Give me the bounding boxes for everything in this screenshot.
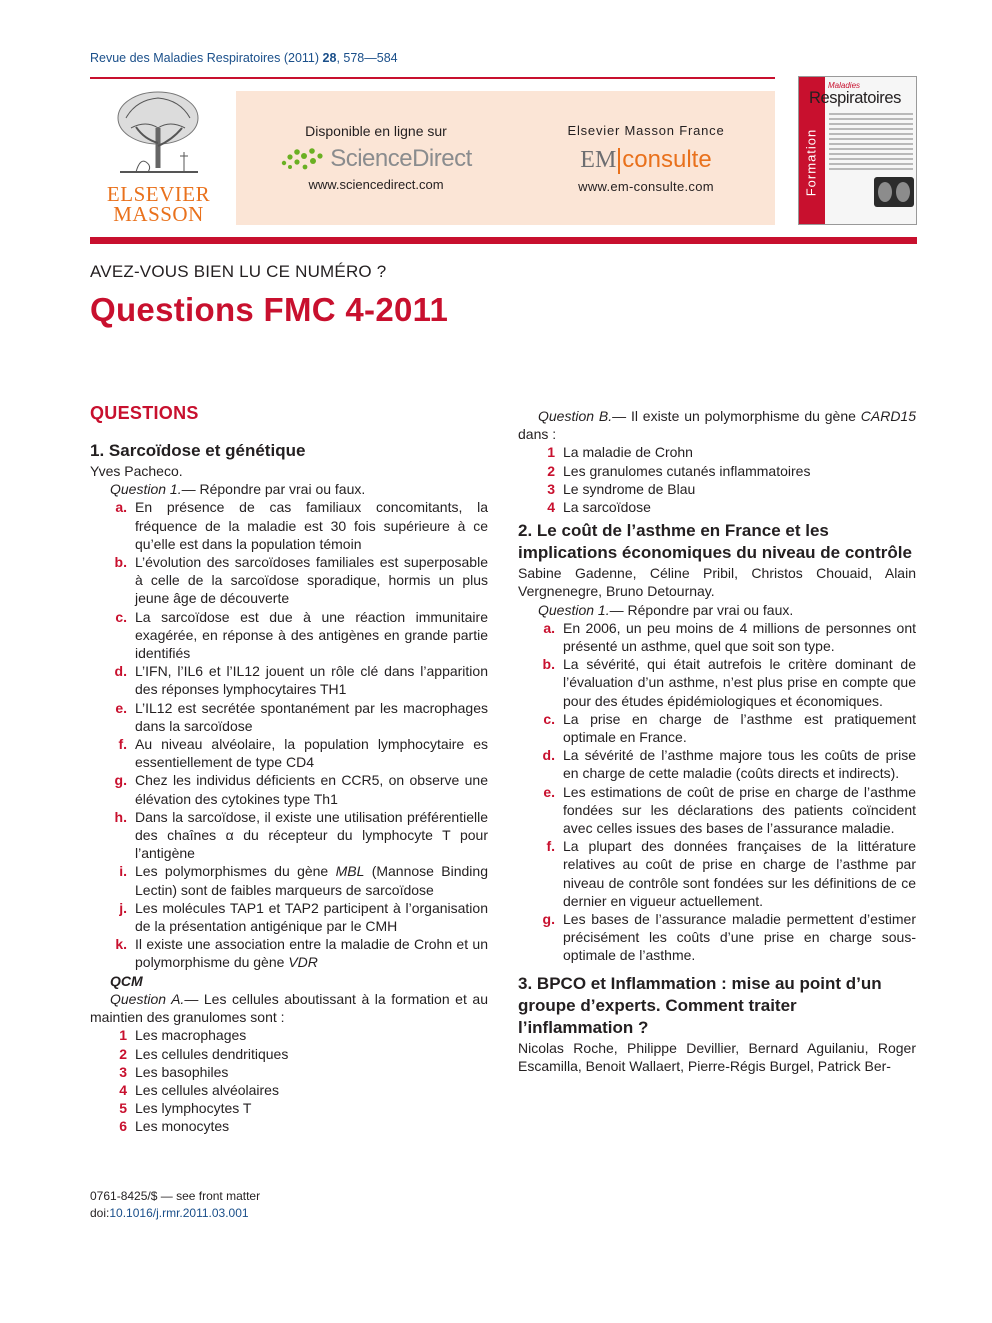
item-label: 2 bbox=[547, 462, 555, 479]
list-item bbox=[90, 735, 488, 771]
item-label: 4 bbox=[547, 499, 555, 516]
cover-contents-lines bbox=[829, 113, 913, 173]
list-item bbox=[90, 1045, 488, 1063]
list-item bbox=[90, 1117, 488, 1135]
gene-name: VDR bbox=[288, 954, 318, 971]
section-1-title-text: Sarcoïdose et génétique bbox=[108, 441, 306, 460]
item-text-part: (Mannose Binding Lectin) sont de faibles marqueurs de sarcoïdose bbox=[135, 863, 488, 898]
em-publisher-label: Elsevier Masson France bbox=[567, 123, 725, 138]
item-text: Les lymphocytes T bbox=[135, 1100, 252, 1117]
item-text bbox=[135, 862, 488, 898]
section-1-authors: Yves Pacheco. bbox=[90, 463, 183, 479]
list-item bbox=[90, 1026, 488, 1044]
item-label: 4 bbox=[119, 1081, 127, 1098]
issn-line: 0761-8425/$ — see front matter bbox=[90, 1189, 261, 1203]
item-label: e. bbox=[115, 699, 127, 716]
cover-respiratoires: Respiratoires bbox=[809, 89, 902, 107]
list-item bbox=[518, 783, 916, 838]
item-text: L’IFN, l’IL6 et l’IL12 jouent un rôle clé dans l’apparition des réponses lymphocytaires TH1 bbox=[135, 663, 488, 698]
item-label: e. bbox=[543, 783, 555, 800]
item-text bbox=[135, 935, 488, 971]
list-item bbox=[90, 935, 488, 971]
available-online-label: Disponible en ligne sur bbox=[305, 123, 447, 139]
question-label: Question 1. bbox=[110, 481, 182, 498]
list-item bbox=[90, 662, 488, 698]
list-item bbox=[90, 771, 488, 807]
journal-citation[interactable] bbox=[90, 51, 398, 65]
item-text: Le syndrome de Blau bbox=[563, 480, 696, 497]
section-3-title bbox=[518, 973, 916, 1039]
item-text-part: Il existe une association entre la maladie de Crohn et un polymorphisme du gène bbox=[135, 936, 488, 971]
item-text: En présence de cas familiaux concomitants, la fréquence de la maladie est 30 fois supérieure à ce qu’elle est dans la population témoin bbox=[135, 499, 488, 552]
section-1-number: 1. bbox=[90, 441, 105, 460]
list-item bbox=[518, 498, 916, 516]
item-text: Les basophiles bbox=[135, 1063, 229, 1080]
journal-pages: , 578—584 bbox=[336, 51, 398, 65]
section-2-question-1 bbox=[518, 601, 916, 619]
cover-spine-label: Formation bbox=[803, 128, 819, 197]
section-2-authors: Sabine Gadenne, Céline Pribil, Christos Chouaid, Alain Vergnenegre, Bruno Detournay. bbox=[518, 565, 916, 600]
journal-name: Revue des Maladies Respiratoires (2011) bbox=[90, 51, 320, 65]
list-item bbox=[518, 710, 916, 746]
item-label: d. bbox=[542, 747, 555, 764]
list-item bbox=[90, 608, 488, 663]
list-item bbox=[90, 862, 488, 898]
section-3-title-text: BPCO et Inflammation : mise au point d’un groupe d’experts. Comment traiter l’inflammation ? bbox=[518, 973, 882, 1037]
item-text: Les bases de l’assurance maladie permettent d’estimer précisément les coûts d’une prise en charge sous-optimale de l’asthme. bbox=[563, 911, 916, 964]
section-3-number: 3. bbox=[518, 973, 533, 993]
elsevier-masson-logo bbox=[96, 88, 221, 228]
item-text: En 2006, un peu moins de 4 millions de personnes ont présenté un asthme, quel que soit son type. bbox=[563, 619, 916, 655]
section-1-title bbox=[90, 440, 488, 462]
consulte-logo-text: consulte bbox=[622, 146, 712, 173]
item-text: La sarcoïdose bbox=[563, 499, 651, 516]
list-item bbox=[90, 553, 488, 608]
question-label: Question B. bbox=[538, 408, 613, 424]
header-rule bbox=[90, 77, 775, 79]
item-text: La sarcoïdose est due à une réaction immunitaire exagérée, en réponse à des antigènes en grande partie identifiés bbox=[135, 608, 488, 662]
em-logo-divider bbox=[618, 148, 620, 174]
question-label: Question 1. bbox=[538, 601, 610, 618]
emconsulte-block[interactable] bbox=[536, 123, 756, 194]
list-item bbox=[90, 699, 488, 735]
list-item bbox=[518, 619, 916, 655]
cover-xray-image bbox=[874, 177, 914, 207]
emconsulte-logo bbox=[536, 145, 756, 175]
section-2-title bbox=[518, 520, 916, 564]
item-text-part: Les polymorphismes du gène bbox=[135, 863, 336, 880]
item-label: 3 bbox=[119, 1063, 127, 1080]
article-title: Questions FMC 4-2011 bbox=[90, 291, 449, 328]
list-item bbox=[90, 808, 488, 863]
item-text: Les macrophages bbox=[135, 1027, 247, 1044]
item-text: Au niveau alvéolaire, la population lymphocytaire es essentiellement de type CD4 bbox=[135, 736, 488, 771]
header-thick-rule bbox=[90, 237, 917, 244]
gene-name: MBL bbox=[335, 863, 365, 880]
list-item bbox=[518, 910, 916, 965]
item-label: 1 bbox=[547, 444, 555, 461]
item-text: L’IL12 est secrétée spontanément par les macrophages dans la sarcoïdose bbox=[135, 699, 488, 734]
elsevier-tree-icon bbox=[106, 88, 211, 180]
list-item bbox=[518, 655, 916, 710]
item-label: b. bbox=[542, 656, 555, 673]
list-item bbox=[518, 480, 916, 498]
item-text: Les monocytes bbox=[135, 1118, 230, 1135]
list-item bbox=[518, 837, 916, 910]
doi-line bbox=[90, 1205, 260, 1222]
list-item bbox=[518, 462, 916, 480]
item-label: h. bbox=[114, 808, 127, 825]
article-rubric: AVEZ-VOUS BIEN LU CE NUMÉRO ? bbox=[90, 262, 387, 281]
item-text: La sévérité de l’asthme majore tous les coûts de prise en charge de cette maladie (coûts directs et indirects). bbox=[563, 747, 916, 782]
em-logo-text: EM bbox=[580, 147, 617, 173]
section-2-number: 2. bbox=[518, 521, 533, 541]
sciencedirect-name: ScienceDirect bbox=[330, 145, 472, 172]
emconsulte-url[interactable]: www.em-consulte.com bbox=[578, 179, 714, 194]
list-item bbox=[90, 1063, 488, 1081]
item-text: Chez les individus déficients en CCR5, on observe une élévation des cytokines type Th1 bbox=[135, 772, 488, 807]
list-item bbox=[90, 498, 488, 553]
item-label: b. bbox=[114, 554, 127, 571]
logo-text-elsevier: ELSEVIER bbox=[106, 182, 211, 206]
list-item bbox=[90, 1099, 488, 1117]
item-text: La plupart des données françaises de la littérature relatives au coût de prise en charge de l’asthme par niveau de contrôle sont fondées sur les définitions de ce dernier en vigueur actuellement. bbox=[563, 838, 916, 909]
question-label: Question A. bbox=[110, 990, 185, 1007]
doi-prefix: doi: bbox=[90, 1206, 110, 1220]
section-1-question-b bbox=[518, 407, 916, 443]
item-label: g. bbox=[542, 911, 555, 928]
item-label: c. bbox=[543, 710, 555, 727]
item-text: L’évolution des sarcoïdoses familiales est superposable à celle de la sarcoïdose sporadique, hormis un plus jeune âge de découverte bbox=[135, 554, 488, 607]
question-text: — Répondre par vrai ou faux. bbox=[609, 601, 794, 618]
item-label: d. bbox=[114, 663, 127, 680]
qcm-label: QCM bbox=[110, 972, 143, 989]
item-label: a. bbox=[543, 619, 555, 636]
question-text-end: dans : bbox=[518, 426, 557, 443]
sciencedirect-url[interactable]: www.sciencedirect.com bbox=[308, 177, 444, 192]
item-label: 3 bbox=[547, 480, 555, 497]
section-1-question-a bbox=[90, 990, 488, 1026]
item-label: i. bbox=[119, 863, 127, 880]
logo-text-masson: MASSON bbox=[113, 202, 204, 226]
journal-volume: 28 bbox=[322, 51, 337, 65]
item-label: 5 bbox=[119, 1100, 127, 1117]
item-label: k. bbox=[115, 936, 127, 953]
item-label: f. bbox=[546, 838, 555, 855]
item-label: g. bbox=[114, 772, 127, 789]
list-item bbox=[90, 1081, 488, 1099]
journal-cover-thumbnail bbox=[798, 76, 917, 225]
availability-banner bbox=[236, 91, 775, 225]
item-label: 6 bbox=[119, 1118, 127, 1135]
section-3-authors: Nicolas Roche, Philippe Devillier, Bernard Aguilaniu, Roger Escamilla, Benoit Wallaert, Pierre-Régis Burgel, Patrick Ber- bbox=[518, 1039, 916, 1074]
questions-heading: QUESTIONS bbox=[90, 403, 199, 423]
item-text: La maladie de Crohn bbox=[563, 444, 693, 461]
section-1-question-1 bbox=[90, 480, 488, 498]
item-text: Les granulomes cutanés inflammatoires bbox=[563, 462, 811, 479]
question-text: — Répondre par vrai ou faux. bbox=[181, 481, 366, 498]
item-text: Les molécules TAP1 et TAP2 participent à l’organisation de la présentation antigénique par le CMH bbox=[135, 899, 488, 935]
list-item bbox=[90, 899, 488, 935]
item-label: j. bbox=[119, 899, 127, 916]
item-text: Les estimations de coût de prise en charge de l’asthme fondées sur les déclarations des patients coïncident avec celles issues des bases de l’assurance maladie. bbox=[563, 783, 916, 837]
item-label: a. bbox=[115, 499, 127, 516]
item-label: 2 bbox=[119, 1045, 127, 1062]
question-text: — Il existe un polymorphisme du gène bbox=[612, 408, 861, 424]
doi-link[interactable]: 10.1016/j.rmr.2011.03.001 bbox=[109, 1206, 249, 1220]
item-text: La sévérité, qui était autrefois le critère dominant de l’évaluation d’un asthme, n’est plus prise en compte que pour des études épidémiologiques et économiques. bbox=[563, 656, 916, 709]
question-text: — Les cellules aboutissant à la formation et au maintien des granulomes sont : bbox=[90, 990, 488, 1026]
page-footer bbox=[90, 1188, 260, 1222]
sciencedirect-block[interactable] bbox=[276, 123, 476, 192]
left-column bbox=[90, 440, 488, 1136]
item-label: f. bbox=[118, 736, 127, 753]
item-text: La prise en charge de l’asthme est pratiquement optimale en France. bbox=[563, 710, 916, 746]
list-item bbox=[518, 746, 916, 782]
gene-name: CARD15 bbox=[860, 408, 917, 424]
sciencedirect-logo bbox=[276, 142, 476, 176]
item-text: Dans la sarcoïdose, il existe une utilisation préférentielle des chaînes α du récepteur du lymphocyte T pour l’antigène bbox=[135, 808, 488, 862]
cover-maladies: Maladies bbox=[828, 81, 861, 90]
section-2-title-text: Le coût de l’asthme en France et les implications économiques du niveau de contrôle bbox=[518, 521, 912, 563]
item-text: Les cellules alvéolaires bbox=[135, 1081, 279, 1098]
right-column bbox=[518, 407, 916, 1075]
sciencedirect-leaf-icon bbox=[280, 145, 324, 173]
list-item bbox=[518, 443, 916, 461]
item-label: c. bbox=[115, 608, 127, 625]
item-label: 1 bbox=[119, 1027, 127, 1044]
item-text: Les cellules dendritiques bbox=[135, 1045, 289, 1062]
